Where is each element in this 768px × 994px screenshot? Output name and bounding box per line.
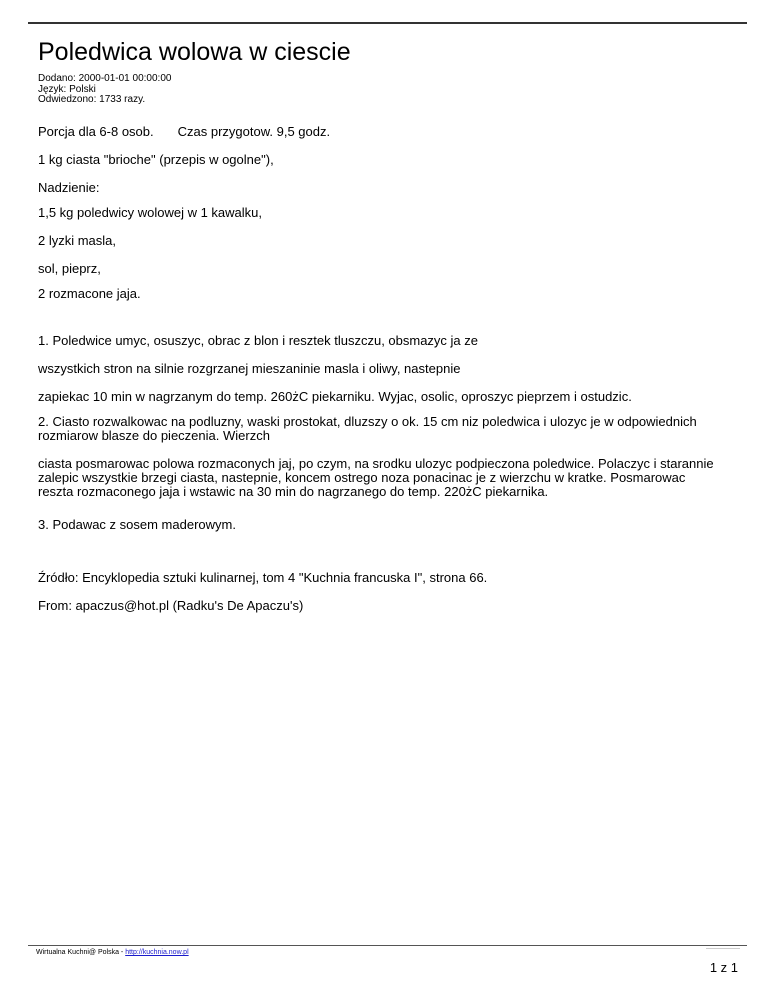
ingredient-item: 2 lyzki masla, (38, 233, 117, 248)
ingredient-item: sol, pieprz, (38, 261, 101, 276)
page-title: Poledwica wolowa w ciescie (38, 38, 351, 66)
footer-mark (706, 948, 740, 949)
author-line: From: apaczus@hot.pl (Radku's De Apaczu's) (38, 598, 304, 613)
footer-rule (28, 945, 747, 946)
step-text: 1. Poledwice umyc, osuszyc, obrac z blon i resztek tluszczu, obsmazyc ja ze (38, 333, 479, 348)
footer-site-name: Wirtualna Kuchni@ Polska - (36, 949, 126, 956)
footer-link[interactable]: http://kuchnia.now.pl (125, 949, 189, 956)
step-text: 3. Podawac z sosem maderowym. (38, 517, 236, 532)
recipe-meta (38, 74, 171, 106)
ingredient-item: 2 rozmacone jaja. (38, 286, 141, 301)
source-note: Źródło: Encyklopedia sztuki kulinarnej, tom 4 "Kuchnia francuska I", strona 66. (38, 570, 488, 585)
ingredient-item: 1,5 kg poledwicy wolowej w 1 kawalku, (38, 205, 262, 220)
top-rule (28, 22, 747, 24)
date-added: Dodano: 2000-01-01 00:00:00 (38, 73, 172, 84)
prep-time: Czas przygotow. 9,5 godz. (177, 124, 331, 139)
language: Język: Polski (38, 83, 96, 95)
step-text: zapiekac 10 min w nagrzanym do temp. 260żC piekarniku. Wyjac, osolic, oproszyc pieprzem i ostudzic. (38, 389, 632, 404)
portion-line (38, 125, 330, 139)
portion: Porcja dla 6-8 osob. (38, 124, 154, 139)
filling-label: Nadzienie: (38, 180, 100, 195)
ingredients-intro: 1 kg ciasta "brioche" (przepis w ogolne"), (38, 152, 274, 167)
step-text: wszystkich stron na silnie rozgrzanej mieszaninie masla i oliwy, nastepnie (38, 361, 461, 376)
footer-site (36, 948, 189, 957)
visit-count: Odwiedzono: 1733 razy. (38, 94, 146, 105)
step-text: 2. Ciasto rozwalkowac na podluzny, waski prostokat, dluzszy o ok. 15 cm niz poledwica i ulozyc je w odpowiednich rozmiarow blasze do pieczenia. Wierzch (38, 414, 697, 443)
page-number: 1 z 1 (709, 960, 738, 975)
step-text: ciasta posmarowac polowa rozmaconych jaj, po czym, na srodku ulozyc podpieczona poledwice. Polaczyc i starannie zalepic wszystkie brzegi ciasta, nastepnie, koncem ostrego noza ponacinac je z wierzchu w kratke. Posmarowac reszta rozmaconego jaja i wstawic na 30 min do nagrzanego do temp. 220żC piekarnika. (38, 456, 714, 499)
